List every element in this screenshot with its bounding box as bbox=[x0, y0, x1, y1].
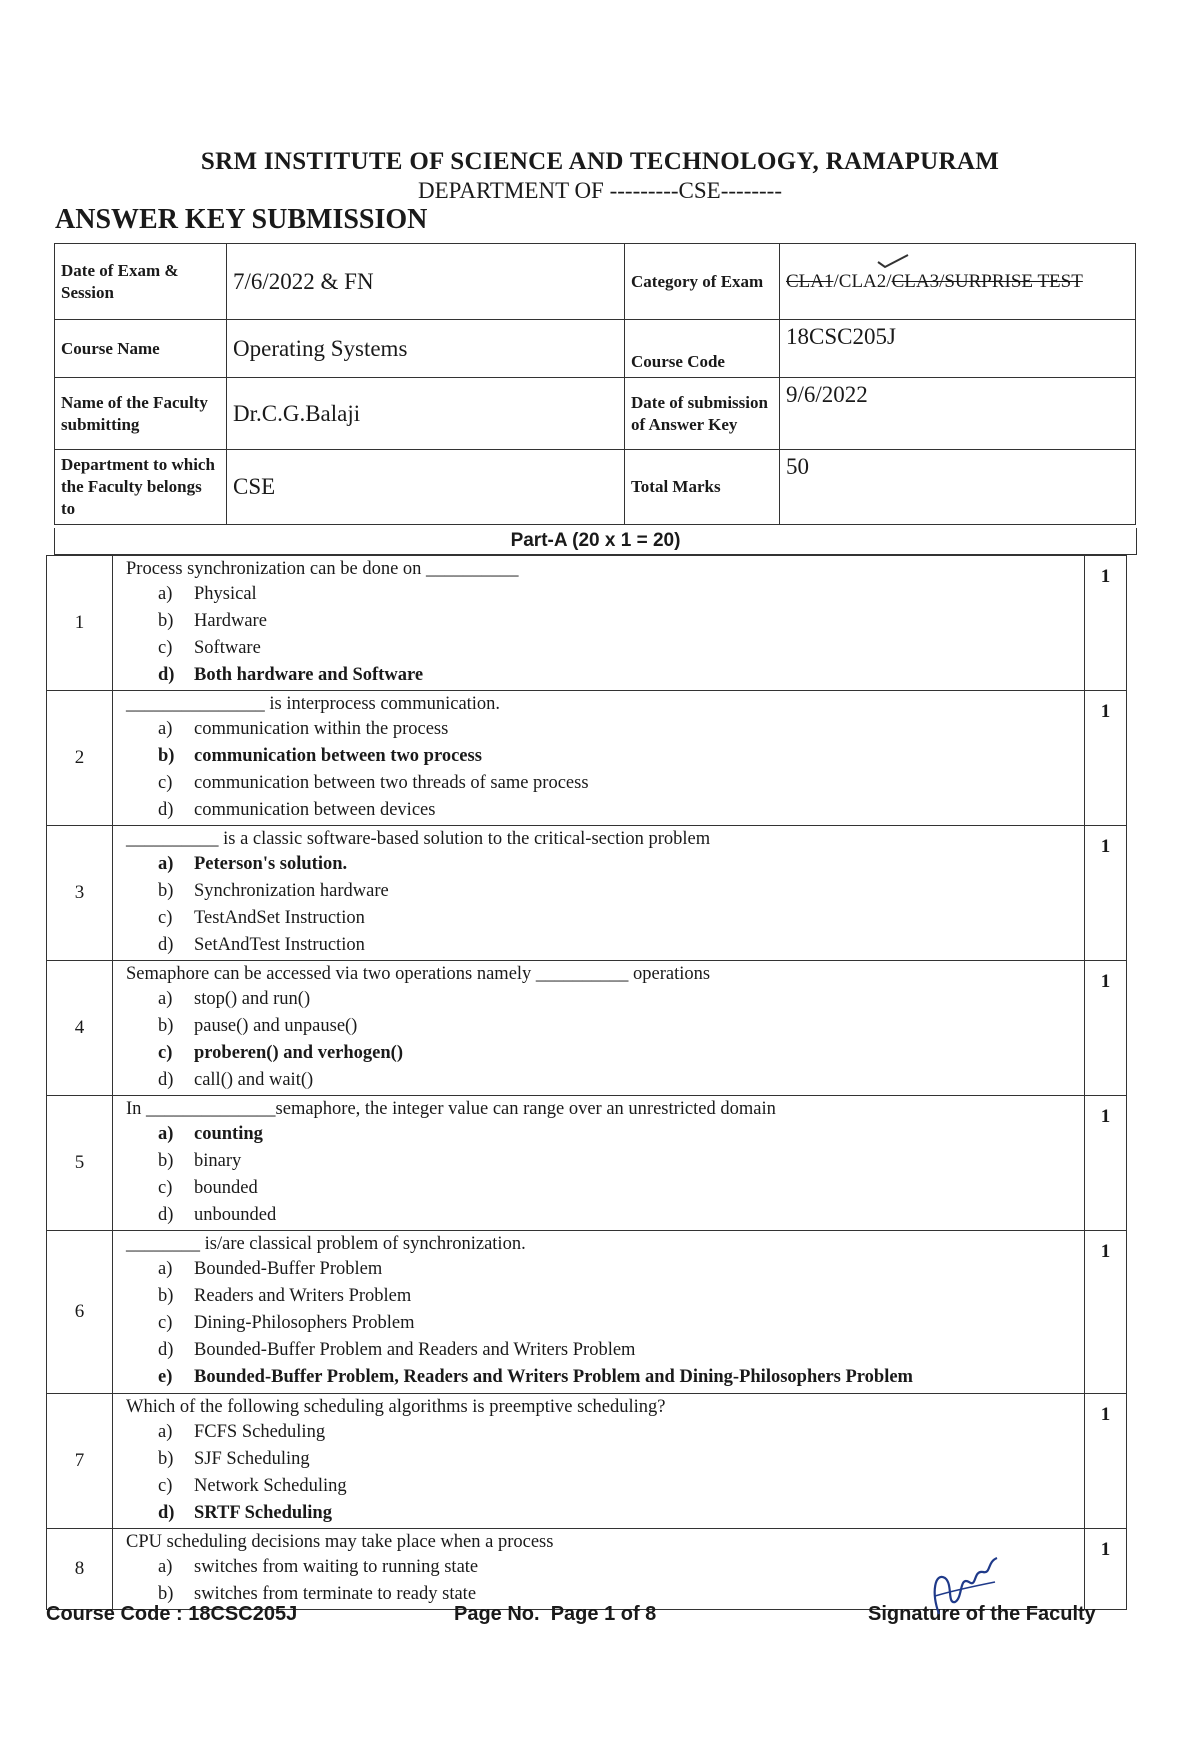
option bbox=[114, 1283, 1083, 1310]
question-body bbox=[113, 1231, 1085, 1394]
option-letter: b) bbox=[158, 1449, 174, 1469]
option-letter: a) bbox=[158, 989, 173, 1009]
option-letter: b) bbox=[158, 611, 174, 631]
department-line: DEPARTMENT OF ---------CSE-------- bbox=[418, 178, 782, 203]
question-number: 1 bbox=[47, 556, 113, 691]
question-row bbox=[47, 1394, 1127, 1529]
course-code-value: 18CSC205J bbox=[780, 320, 1136, 378]
option-text: SRTF Scheduling bbox=[194, 1503, 332, 1523]
questions-table bbox=[46, 555, 1127, 1610]
option-letter: b) bbox=[158, 1584, 174, 1604]
option-letter: d) bbox=[158, 1070, 174, 1090]
question-row bbox=[47, 691, 1127, 826]
question-row bbox=[47, 961, 1127, 1096]
option-letter: d) bbox=[158, 1340, 174, 1360]
question-marks: 1 bbox=[1085, 1394, 1127, 1529]
option-text: Both hardware and Software bbox=[194, 665, 424, 685]
option-letter: c) bbox=[158, 1476, 173, 1496]
option-letter: c) bbox=[158, 1178, 173, 1198]
option-text: Bounded-Buffer Problem, Readers and Writers Problem and Dining-Philosophers Problem bbox=[194, 1367, 913, 1387]
submission-date-label: Date of submission of Answer Key bbox=[625, 378, 780, 450]
option bbox=[114, 1013, 1083, 1040]
option bbox=[114, 932, 1083, 959]
option-letter: a) bbox=[158, 719, 173, 739]
option-text: communication between two process bbox=[194, 746, 482, 766]
option-text: SJF Scheduling bbox=[194, 1449, 310, 1469]
question-number: 8 bbox=[47, 1529, 113, 1610]
question-body bbox=[113, 1394, 1085, 1529]
question-body bbox=[113, 826, 1085, 961]
option bbox=[114, 608, 1083, 635]
department-label: Department to which the Faculty belongs to bbox=[55, 450, 227, 525]
question-row bbox=[47, 1096, 1127, 1231]
option-text: Software bbox=[194, 638, 261, 658]
question-body bbox=[113, 556, 1085, 691]
option-text: switches from waiting to running state bbox=[194, 1557, 479, 1577]
question-row bbox=[47, 1231, 1127, 1394]
question-stem: In ______________semaphore, the integer value can range over an unrestricted domain bbox=[126, 1099, 776, 1119]
option-letter: e) bbox=[158, 1367, 173, 1387]
correct-option bbox=[114, 1364, 1083, 1391]
option-text: TestAndSet Instruction bbox=[194, 908, 365, 928]
category-value: CLA1/CLA2/CLA3/SURPRISE TEST bbox=[780, 244, 1136, 320]
option bbox=[114, 905, 1083, 932]
option bbox=[114, 1202, 1083, 1229]
option-text: call() and wait() bbox=[194, 1070, 314, 1090]
option-letter: b) bbox=[158, 1151, 174, 1171]
department-value: CSE bbox=[227, 450, 625, 525]
option-text: switches from terminate to ready state bbox=[194, 1584, 477, 1604]
question-number: 2 bbox=[47, 691, 113, 826]
option-letter: b) bbox=[158, 1016, 174, 1036]
question-marks: 1 bbox=[1085, 556, 1127, 691]
correct-option bbox=[114, 662, 1083, 689]
option-text: FCFS Scheduling bbox=[194, 1422, 326, 1442]
question-stem: _______________ is interprocess communication. bbox=[126, 694, 501, 714]
question-marks: 1 bbox=[1085, 961, 1127, 1096]
correct-option bbox=[114, 851, 1083, 878]
course-name-value: Operating Systems bbox=[227, 320, 625, 378]
question-body bbox=[113, 961, 1085, 1096]
question-stem: Semaphore can be accessed via two operations namely __________ operations bbox=[126, 964, 711, 984]
faculty-value: Dr.C.G.Balaji bbox=[227, 378, 625, 450]
option bbox=[114, 1256, 1083, 1283]
option-text: counting bbox=[194, 1124, 263, 1144]
option bbox=[114, 1310, 1083, 1337]
question-number: 6 bbox=[47, 1231, 113, 1394]
question-number: 3 bbox=[47, 826, 113, 961]
option-letter: a) bbox=[158, 1422, 173, 1442]
faculty-label: Name of the Faculty submitting bbox=[55, 378, 227, 450]
option-letter: b) bbox=[158, 746, 175, 766]
question-marks: 1 bbox=[1085, 691, 1127, 826]
option-letter: c) bbox=[158, 638, 173, 658]
footer-page-number: Page No. Page 1 of 8 bbox=[454, 1603, 657, 1625]
total-marks-value: 50 bbox=[780, 450, 1136, 525]
option-text: unbounded bbox=[194, 1205, 277, 1225]
option bbox=[114, 797, 1083, 824]
question-stem: Which of the following scheduling algorithms is preemptive scheduling? bbox=[126, 1397, 666, 1417]
option bbox=[114, 581, 1083, 608]
correct-option bbox=[114, 1040, 1083, 1067]
faculty-signature bbox=[925, 1552, 1005, 1627]
category-selected-option: CLA2 bbox=[838, 270, 887, 292]
question-marks: 1 bbox=[1085, 1529, 1127, 1610]
option-text: Hardware bbox=[194, 611, 267, 631]
option bbox=[114, 878, 1083, 905]
option bbox=[114, 1148, 1083, 1175]
submission-date-value: 9/6/2022 bbox=[780, 378, 1136, 450]
option-letter: c) bbox=[158, 1043, 173, 1063]
course-code-label: Course Code bbox=[625, 320, 780, 378]
option-letter: d) bbox=[158, 1205, 174, 1225]
option bbox=[114, 1419, 1083, 1446]
footer-course-code: Course Code : 18CSC205J bbox=[46, 1603, 298, 1625]
option-text: Physical bbox=[194, 584, 257, 604]
total-marks-label: Total Marks bbox=[625, 450, 780, 525]
option-text: Bounded-Buffer Problem bbox=[194, 1259, 383, 1279]
option bbox=[114, 1175, 1083, 1202]
option-text: Synchronization hardware bbox=[194, 881, 389, 901]
question-stem: __________ is a classic software-based solution to the critical-section problem bbox=[126, 829, 711, 849]
course-name-label: Course Name bbox=[55, 320, 227, 378]
option-text: Dining-Philosophers Problem bbox=[194, 1313, 415, 1333]
option bbox=[114, 716, 1083, 743]
option-letter: a) bbox=[158, 1557, 173, 1577]
option-text: SetAndTest Instruction bbox=[194, 935, 365, 955]
option-text: Bounded-Buffer Problem and Readers and Writers Problem bbox=[194, 1340, 636, 1360]
page-title: ANSWER KEY SUBMISSION bbox=[55, 204, 428, 235]
category-struck-option: CLA3/SURPRISE TEST bbox=[891, 270, 1083, 292]
option-text: Network Scheduling bbox=[194, 1476, 347, 1496]
option-text: communication between devices bbox=[194, 800, 436, 820]
correct-option bbox=[114, 1121, 1083, 1148]
question-marks: 1 bbox=[1085, 1231, 1127, 1394]
option-text: binary bbox=[194, 1151, 242, 1171]
institute-name: SRM INSTITUTE OF SCIENCE AND TECHNOLOGY, RAMAPURAM bbox=[200, 148, 1000, 175]
question-number: 7 bbox=[47, 1394, 113, 1529]
option-letter: a) bbox=[158, 1124, 174, 1144]
option-text: Peterson's solution. bbox=[194, 854, 348, 874]
option-text: proberen() and verhogen() bbox=[194, 1043, 403, 1063]
option-letter: a) bbox=[158, 854, 174, 874]
question-marks: 1 bbox=[1085, 826, 1127, 961]
footer-signature-label: Signature of the Faculty bbox=[868, 1603, 1096, 1625]
question-body bbox=[113, 691, 1085, 826]
category-label: Category of Exam bbox=[625, 244, 780, 320]
question-stem: Process synchronization can be done on __________ bbox=[126, 559, 519, 579]
option-text: pause() and unpause() bbox=[194, 1016, 358, 1036]
option-letter: b) bbox=[158, 881, 174, 901]
option bbox=[114, 770, 1083, 797]
correct-option bbox=[114, 1500, 1083, 1527]
option-letter: d) bbox=[158, 1503, 175, 1523]
option-letter: c) bbox=[158, 1313, 173, 1333]
question-number: 4 bbox=[47, 961, 113, 1096]
option bbox=[114, 986, 1083, 1013]
question-marks: 1 bbox=[1085, 1096, 1127, 1231]
option bbox=[114, 1337, 1083, 1364]
option bbox=[114, 1473, 1083, 1500]
date-of-exam-label: Date of Exam & Session bbox=[55, 244, 227, 320]
option-letter: d) bbox=[158, 665, 175, 685]
option-letter: c) bbox=[158, 908, 173, 928]
option-text: stop() and run() bbox=[194, 989, 311, 1009]
date-of-exam-value: 7/6/2022 & FN bbox=[227, 244, 625, 320]
exam-info-table bbox=[54, 243, 1136, 525]
option-text: communication within the process bbox=[194, 719, 449, 739]
correct-option bbox=[114, 743, 1083, 770]
question-stem: ________ is/are classical problem of synchronization. bbox=[126, 1234, 526, 1254]
option-letter: c) bbox=[158, 773, 173, 793]
question-row bbox=[47, 556, 1127, 691]
option-letter: d) bbox=[158, 800, 174, 820]
option-text: Readers and Writers Problem bbox=[194, 1286, 412, 1306]
option bbox=[114, 1446, 1083, 1473]
option-letter: b) bbox=[158, 1286, 174, 1306]
option-text: communication between two threads of same process bbox=[194, 773, 589, 793]
question-stem: CPU scheduling decisions may take place when a process bbox=[126, 1532, 554, 1552]
category-struck-option: CLA1 bbox=[786, 270, 834, 292]
option-letter: a) bbox=[158, 1259, 173, 1279]
option-letter: d) bbox=[158, 935, 174, 955]
question-number: 5 bbox=[47, 1096, 113, 1231]
question-row bbox=[47, 826, 1127, 961]
option-letter: a) bbox=[158, 584, 173, 604]
question-body bbox=[113, 1096, 1085, 1231]
option bbox=[114, 1067, 1083, 1094]
option bbox=[114, 635, 1083, 662]
option-text: bounded bbox=[194, 1178, 258, 1198]
part-a-heading: Part-A (20 x 1 = 20) bbox=[54, 528, 1137, 555]
